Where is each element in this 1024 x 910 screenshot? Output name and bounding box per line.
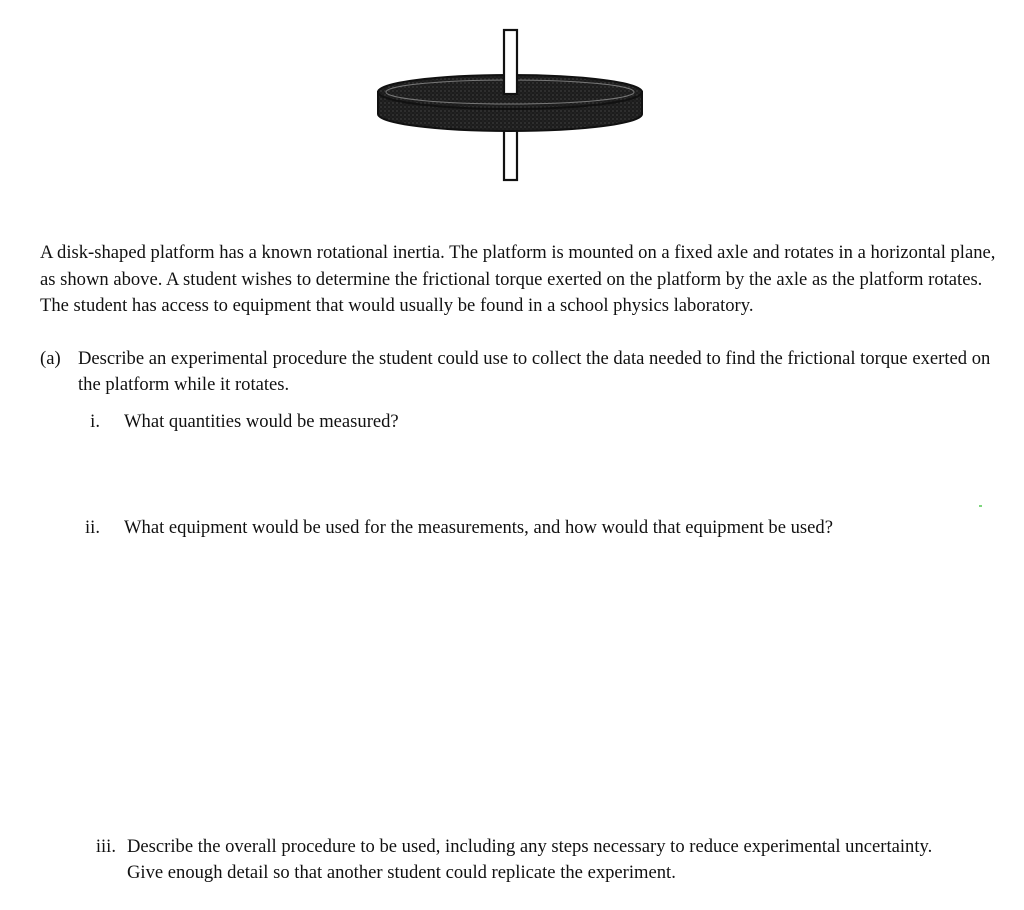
platform-axle-diagram [372, 22, 652, 187]
subquestion-number: i. [90, 411, 100, 432]
subquestion-text: What quantities would be measured? [124, 411, 399, 432]
subquestion-number: iii. [95, 836, 116, 857]
scan-speck [979, 505, 982, 507]
axle-upper [504, 30, 517, 94]
subquestion-text: Describe the overall procedure to be used, including any steps necessary to reduce experimental uncertainty. Give enough detail so that another student could replicate the experiment. [127, 836, 933, 883]
part-a-text: Describe an experimental procedure the student could use to collect the data needed to find the frictional torque exerted on the platform while it rotates. [78, 348, 991, 395]
part-a-label: (a) [40, 348, 61, 369]
subquestion-text: What equipment would be used for the measurements, and how would that equipment be used? [124, 517, 833, 538]
subquestion-number: ii. [85, 517, 100, 538]
problem-intro: A disk-shaped platform has a known rotational inertia. The platform is mounted on a fixed axle and rotates in a horizontal plane, as shown above. A student wishes to determine the frictional torque exerted on the platform by the axle as the platform rotates. The student has access to equipment that would usually be found in a school physics laboratory. [40, 242, 996, 316]
platform-axle-figure [372, 22, 652, 187]
